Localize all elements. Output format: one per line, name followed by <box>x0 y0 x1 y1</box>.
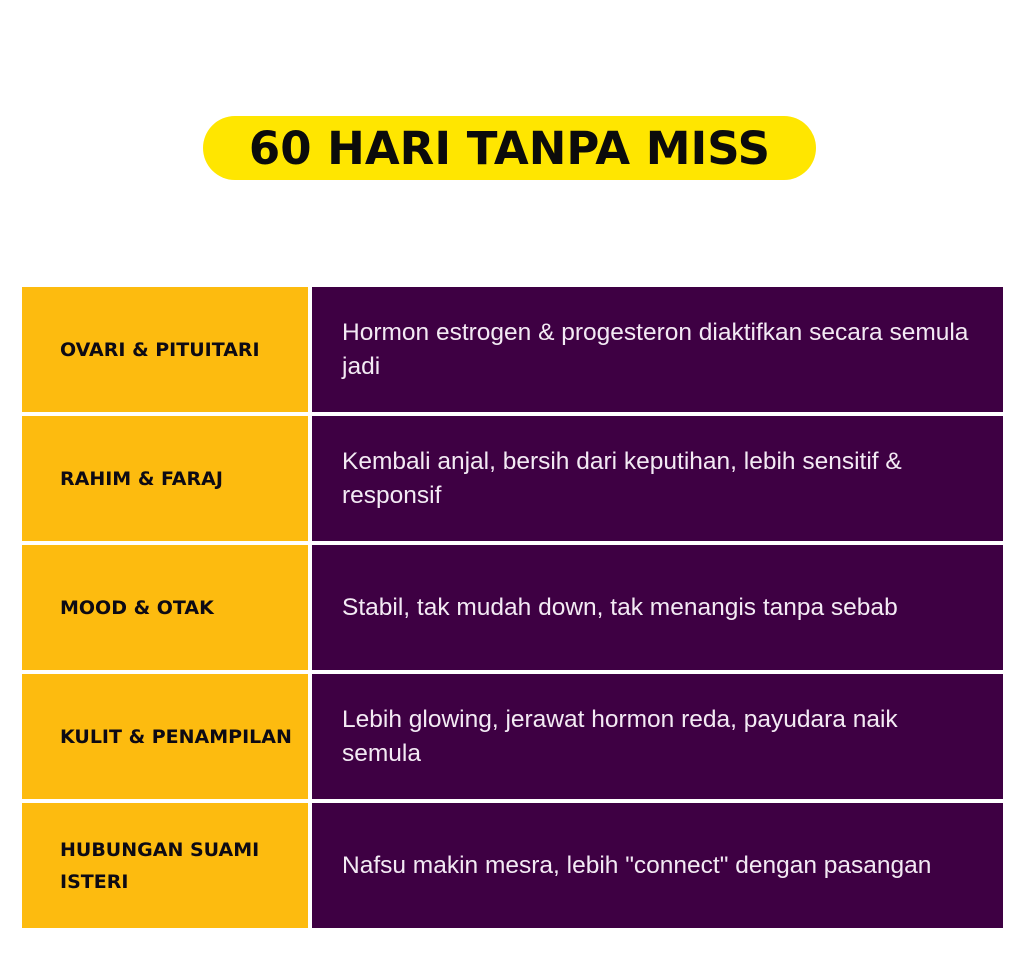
row-label-cell <box>22 287 308 412</box>
row-label: RAHIM & FARAJ <box>60 467 223 490</box>
row-description-cell <box>312 416 1003 541</box>
row-label: MOOD & OTAK <box>60 596 214 619</box>
row-label-cell <box>22 803 308 928</box>
title-banner <box>203 116 816 180</box>
page-title: 60 HARI TANPA MISS <box>248 121 771 175</box>
row-label-cell <box>22 545 308 670</box>
table-row <box>22 416 1003 541</box>
row-description-cell <box>312 287 1003 412</box>
row-description: Nafsu makin mesra, lebih "connect" dengan pasangan <box>342 851 932 879</box>
row-label-cell <box>22 416 308 541</box>
table-row <box>22 287 1003 412</box>
row-description: Lebih glowing, jerawat hormon reda, payudara naik semula <box>342 705 898 767</box>
row-label: HUBUNGAN SUAMI ISTERI <box>60 838 260 893</box>
table-row <box>22 545 1003 670</box>
table-row <box>22 674 1003 799</box>
row-label: OVARI & PITUITARI <box>60 338 260 361</box>
row-description: Kembali anjal, bersih dari keputihan, lebih sensitif & responsif <box>342 447 902 509</box>
row-description-cell <box>312 803 1003 928</box>
row-description-cell <box>312 545 1003 670</box>
row-description-cell <box>312 674 1003 799</box>
benefits-table <box>22 287 1003 928</box>
table-row <box>22 803 1003 928</box>
row-description: Hormon estrogen & progesteron diaktifkan secara semula jadi <box>342 318 969 380</box>
row-description: Stabil, tak mudah down, tak menangis tanpa sebab <box>342 593 898 621</box>
row-label: KULIT & PENAMPILAN <box>60 725 292 748</box>
row-label-cell <box>22 674 308 799</box>
